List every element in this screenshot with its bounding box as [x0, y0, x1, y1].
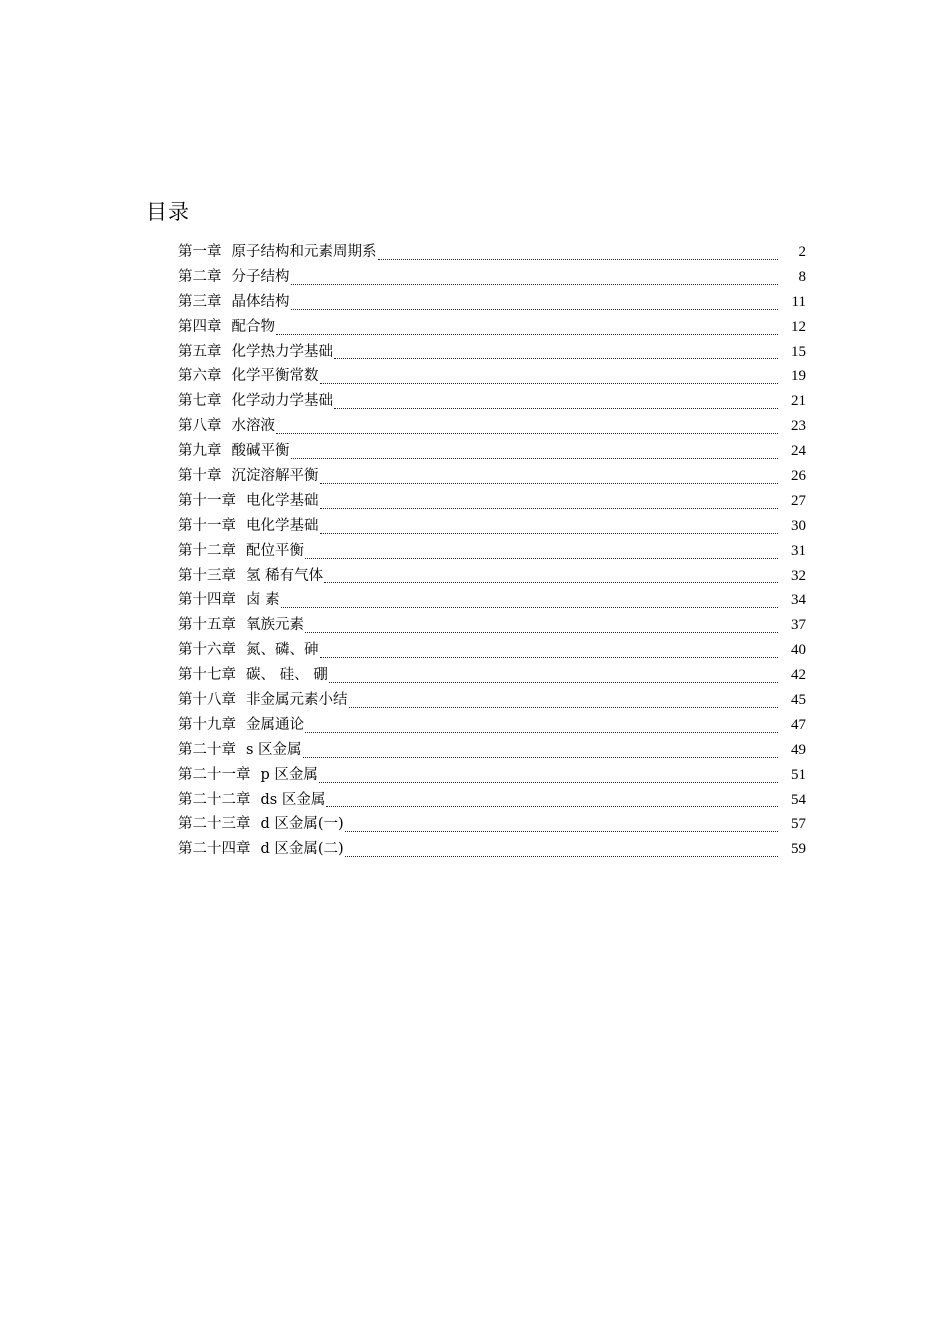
toc-dot-leader: [291, 308, 779, 310]
toc-entry-page-number: 45: [791, 692, 806, 709]
toc-dot-leader: [329, 681, 778, 683]
toc-dot-leader: [345, 830, 778, 832]
toc-entry-chapter: 第八章: [178, 418, 222, 435]
toc-entry[interactable]: [178, 839, 806, 864]
toc-dot-leader: [305, 557, 778, 559]
toc-entry[interactable]: [178, 615, 806, 640]
toc-dot-leader: [334, 357, 778, 359]
toc-entry-chapter: 第七章: [178, 393, 222, 410]
toc-entry-topic: 金属通论: [246, 716, 304, 733]
toc-entry[interactable]: [178, 516, 806, 541]
toc-entry-page-number: 40: [791, 642, 806, 659]
toc-dot-leader: [349, 706, 779, 708]
toc-entry[interactable]: [178, 590, 806, 615]
toc-entry-chapter: 第二十一章: [178, 766, 251, 783]
toc-dot-leader: [276, 333, 778, 335]
toc-dot-leader: [320, 532, 779, 534]
toc-title: 目录: [146, 200, 190, 224]
toc-entry-chapter: 第二十三章: [178, 816, 251, 833]
toc-dot-leader: [319, 781, 778, 783]
toc-dot-leader: [326, 805, 778, 807]
toc-entry-page-number: 34: [791, 592, 806, 609]
toc-entry[interactable]: [178, 292, 806, 317]
toc-entry-chapter: 第十章: [178, 468, 222, 485]
toc-entry-chapter: 第十八章: [178, 692, 236, 709]
toc-entry-chapter: 第二十二章: [178, 791, 251, 808]
toc-entry[interactable]: [178, 267, 806, 292]
toc-entry-topic: 碳、 硅、 硼: [246, 667, 328, 684]
toc-dot-leader: [320, 382, 779, 384]
toc-entry[interactable]: [178, 715, 806, 740]
toc-entry-chapter: 第十六章: [178, 642, 236, 659]
toc-entry-chapter: 第九章: [178, 443, 222, 460]
toc-dot-leader: [281, 606, 778, 608]
toc-entry-page-number: 8: [798, 268, 806, 285]
toc-entry-page-number: 54: [791, 791, 806, 808]
toc-dot-leader: [324, 581, 778, 583]
toc-entry-page-number: 49: [791, 741, 806, 758]
toc-entry-topic: 氧族元素: [246, 617, 304, 634]
toc-dot-leader: [291, 283, 779, 285]
toc-entry-chapter: 第二十四章: [178, 841, 251, 858]
toc-entry[interactable]: [178, 491, 806, 516]
toc-entry[interactable]: [178, 790, 806, 815]
toc-entry-chapter: 第十三章: [178, 567, 236, 584]
toc-entry-topic: 非金属元素小结: [246, 692, 348, 709]
toc-entry-topic: 氢 稀有气体: [246, 567, 324, 584]
toc-entry-topic: p 区金属: [260, 766, 318, 783]
toc-entry[interactable]: [178, 317, 806, 342]
toc-entry-chapter: 第三章: [178, 293, 222, 310]
toc-entry-page-number: 59: [791, 841, 806, 858]
toc-dot-leader: [305, 631, 778, 633]
toc-entry-page-number: 27: [791, 492, 806, 509]
toc-entry-topic: 配位平衡: [246, 542, 304, 559]
toc-entry-topic: 电化学基础: [246, 492, 319, 509]
toc-dot-leader: [276, 432, 778, 434]
toc-entry-topic: 化学动力学基础: [231, 393, 333, 410]
toc-entry-chapter: 第四章: [178, 318, 222, 335]
toc-dot-leader: [320, 656, 779, 658]
toc-list: [178, 242, 806, 864]
toc-entry-page-number: 57: [791, 816, 806, 833]
toc-entry[interactable]: [178, 242, 806, 267]
toc-entry[interactable]: [178, 366, 806, 391]
toc-dot-leader: [303, 756, 778, 758]
toc-entry-topic: 水溶液: [231, 418, 275, 435]
toc-entry-page-number: 30: [791, 517, 806, 534]
toc-entry-chapter: 第二十章: [178, 741, 236, 758]
toc-entry-topic: 卤 素: [246, 592, 280, 609]
toc-entry[interactable]: [178, 665, 806, 690]
toc-entry[interactable]: [178, 814, 806, 839]
toc-entry-chapter: 第二章: [178, 268, 222, 285]
toc-entry-page-number: 12: [791, 318, 806, 335]
toc-entry-chapter: 第六章: [178, 368, 222, 385]
toc-dot-leader: [291, 457, 779, 459]
toc-entry-page-number: 51: [791, 766, 806, 783]
toc-entry-page-number: 32: [791, 567, 806, 584]
toc-entry-chapter: 第十一章: [178, 517, 236, 534]
toc-entry-topic: 原子结构和元素周期系: [231, 244, 377, 260]
toc-entry[interactable]: [178, 765, 806, 790]
toc-dot-leader: [305, 731, 778, 733]
toc-entry-topic: s 区金属: [246, 741, 302, 758]
toc-entry[interactable]: [178, 466, 806, 491]
toc-entry[interactable]: [178, 541, 806, 566]
toc-entry-page-number: 2: [798, 244, 806, 260]
toc-dot-leader: [320, 507, 779, 509]
toc-entry-topic: 酸碱平衡: [231, 443, 290, 460]
toc-entry[interactable]: [178, 342, 806, 367]
toc-entry-page-number: 15: [791, 343, 806, 360]
toc-entry-topic: 配合物: [231, 318, 275, 335]
toc-entry-topic: 氮、磷、砷: [246, 642, 319, 659]
toc-entry-topic: d 区金属(二): [260, 841, 344, 858]
toc-entry-chapter: 第十二章: [178, 542, 236, 559]
toc-entry-topic: 晶体结构: [231, 293, 290, 310]
toc-dot-leader: [320, 482, 779, 484]
toc-entry-topic: d 区金属(一): [260, 816, 344, 833]
toc-entry-topic: 化学热力学基础: [231, 343, 333, 360]
toc-entry-page-number: 11: [791, 293, 806, 310]
toc-entry-chapter: 第十七章: [178, 667, 236, 684]
toc-entry[interactable]: [178, 640, 806, 665]
toc-entry[interactable]: [178, 441, 806, 466]
toc-entry-page-number: 37: [791, 617, 806, 634]
toc-entry-chapter: 第十五章: [178, 617, 236, 634]
toc-dot-leader: [334, 407, 778, 409]
toc-entry[interactable]: [178, 566, 806, 591]
toc-entry-page-number: 26: [791, 468, 806, 485]
toc-entry-chapter: 第十九章: [178, 716, 236, 733]
toc-entry-page-number: 24: [791, 443, 806, 460]
toc-entry-chapter: 第十四章: [178, 592, 236, 609]
toc-entry[interactable]: [178, 690, 806, 715]
toc-entry[interactable]: [178, 391, 806, 416]
toc-entry-page-number: 19: [791, 368, 806, 385]
toc-dot-leader: [378, 258, 779, 260]
toc-entry-chapter: 第五章: [178, 343, 222, 360]
toc-entry-chapter: 第十一章: [178, 492, 236, 509]
toc-entry-topic: ds 区金属: [260, 791, 326, 808]
toc-entry-page-number: 21: [791, 393, 806, 410]
toc-entry-page-number: 31: [791, 542, 806, 559]
toc-entry-topic: 分子结构: [231, 268, 290, 285]
toc-entry-topic: 化学平衡常数: [231, 368, 319, 385]
toc-entry-chapter: 第一章: [178, 244, 222, 260]
toc-entry-topic: 电化学基础: [246, 517, 319, 534]
toc-entry[interactable]: [178, 740, 806, 765]
toc-entry-page-number: 47: [791, 716, 806, 733]
toc-entry-page-number: 42: [791, 667, 806, 684]
toc-dot-leader: [345, 855, 778, 857]
toc-entry-page-number: 23: [791, 418, 806, 435]
toc-entry[interactable]: [178, 416, 806, 441]
toc-entry-topic: 沉淀溶解平衡: [231, 468, 319, 485]
